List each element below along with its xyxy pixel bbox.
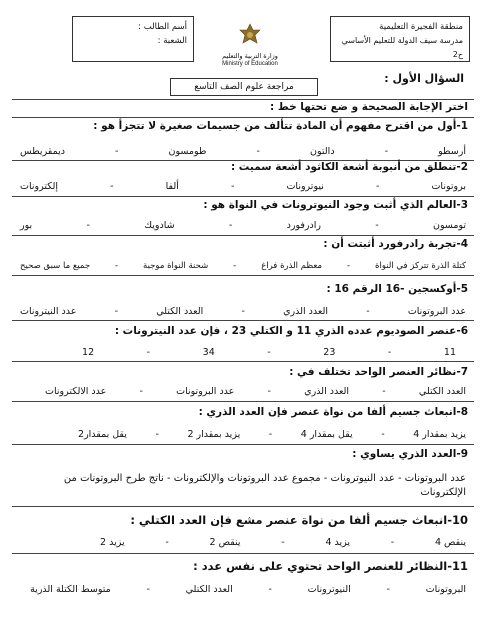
- option[interactable]: 12: [82, 347, 95, 358]
- question-2-options: بروتونات - نيوترونات - ألفا - إلكترونات: [20, 181, 466, 192]
- option[interactable]: رادرفورد: [286, 220, 321, 231]
- question-8: 8-انبعاث جسيم ألفا من نواة عنصر فإن العدد الذري :: [198, 406, 468, 418]
- option[interactable]: 11: [443, 347, 456, 358]
- option[interactable]: عدد البروتونات: [407, 306, 466, 317]
- ministry-name-en: Ministry of Education: [222, 61, 278, 67]
- option[interactable]: أرسطو: [438, 146, 466, 157]
- option[interactable]: النيوترونات: [307, 584, 351, 595]
- instruction: اختر الإجابة الصحيحة و ضع تحتها خط :: [269, 101, 468, 113]
- option[interactable]: شحنة النواة موجبة: [143, 261, 209, 271]
- divider: [12, 196, 474, 197]
- question-8-options: يزيد بمقدار 4 - يقل بمقدار 4 - يزيد بمقدار 2 - يقل بمقدار2: [78, 429, 466, 440]
- question-6: 6-عنصر الصوديوم عدده الذري 11 و الكتلي 23 ، فإن عدد النيترونات :: [114, 325, 468, 337]
- option[interactable]: جميع ما سبق صحيح: [20, 261, 91, 271]
- question-4: 4-تجربة رادرفورد أثبتت أن :: [323, 238, 468, 250]
- option[interactable]: ينقص 4: [434, 537, 466, 548]
- option[interactable]: تومسون: [433, 220, 466, 231]
- option[interactable]: العدد الكتلي: [185, 584, 233, 595]
- option[interactable]: يقل بمقدار 4: [300, 429, 353, 440]
- divider: [12, 506, 474, 507]
- school-info-box: [330, 16, 470, 62]
- question-1-options: أرسطو - دالتون - طومسون - ديمقريطس: [20, 146, 466, 157]
- option[interactable]: يزيد بمقدار 2: [187, 429, 241, 440]
- region-name: منطقة الفجيرة التعليمية: [379, 22, 463, 32]
- question-5-options: عدد البروتونات - العدد الذري - العدد الكتلي - عدد النيترونات: [20, 306, 466, 317]
- option[interactable]: إلكترونات: [20, 181, 58, 192]
- divider: [12, 444, 474, 445]
- question-9-options[interactable]: عدد البروتونات - عدد النيوترونات - مجموع عدد البروتونات والإلكترونات - ناتج طرح البروتونات من الإلكترونات: [63, 473, 466, 498]
- question-5: 5-أوكسجين -16 الرقم 16 :: [326, 283, 468, 295]
- option[interactable]: يزيد 2: [100, 537, 125, 548]
- divider: [12, 235, 474, 236]
- option[interactable]: دالتون: [310, 146, 335, 157]
- question-11-options: البروتونات - النيوترونات - العدد الكتلي - متوسط الكتلة الذرية: [30, 584, 466, 595]
- option[interactable]: العدد الذري: [304, 386, 350, 397]
- option[interactable]: العدد الكتلي: [156, 306, 204, 317]
- option[interactable]: يزيد بمقدار 4: [413, 429, 466, 440]
- option[interactable]: بروتونات: [431, 181, 466, 192]
- ministry-logo-text: [200, 52, 300, 68]
- divider: [12, 99, 474, 100]
- option[interactable]: طومسون: [168, 146, 207, 157]
- divider: [12, 117, 474, 118]
- option[interactable]: ألفا: [165, 181, 179, 192]
- divider: [12, 401, 474, 402]
- question-11: 11-النظائر للعنصر الواحد تحتوي على نفس عدد :: [193, 559, 468, 573]
- question-7: 7-نظائر العنصر الواحد تختلف في :: [289, 366, 468, 378]
- question-10-options: ينقص 4 - يزيد 4 - ينقص 2 - يزيد 2: [100, 537, 466, 548]
- question-10: 10-انبعاث جسيم ألفا من نواة عنصر مشع فإن العدد الكتلي :: [130, 513, 468, 527]
- option[interactable]: ديمقريطس: [20, 146, 65, 157]
- section-title: السؤال الأول :: [384, 72, 464, 85]
- question-7-options: العدد الكتلي - العدد الذري - عدد البروتونات - عدد الالكترونات: [45, 386, 466, 397]
- option[interactable]: عدد النيترونات: [20, 306, 77, 317]
- option[interactable]: ينقص 2: [209, 537, 241, 548]
- question-1: 1-أول من اقترح مفهوم أن المادة تتألف من جسيمات صغيرة لا تتجزأ هو :: [93, 120, 468, 132]
- divider: [12, 553, 474, 554]
- question-6-options: 11 - 23 - 34 - 12: [82, 347, 456, 358]
- question-4-options: كتلة الذرة تتركز في النواة - معظم الذرة فراغ - شحنة النواة موجبة - جميع ما سبق صحيح: [20, 261, 466, 271]
- divider: [12, 320, 474, 321]
- school-name: مدرسة سيف الدولة للتعليم الأساسي ح2: [341, 36, 463, 59]
- option[interactable]: نيوترونات: [286, 181, 324, 192]
- option[interactable]: 34: [202, 347, 215, 358]
- divider: [12, 275, 474, 276]
- option[interactable]: يقل بمقدار2: [78, 429, 127, 440]
- ministry-name-ar: وزارة التربية والتعليم: [222, 52, 278, 60]
- question-3: 3-العالم الذي أثبت وجود النيوترونات في النواة هو :: [203, 199, 468, 211]
- option[interactable]: عدد البروتونات: [176, 386, 235, 397]
- student-name-label: أسم الطالب :: [138, 22, 187, 32]
- option[interactable]: يزيد 4: [325, 537, 351, 548]
- option[interactable]: كتلة الذرة تتركز في النواة: [375, 261, 466, 271]
- divider: [12, 361, 474, 362]
- question-3-options: تومسون - رادرفورد - شادويك - بور: [20, 220, 466, 231]
- sheet-title: مراجعة علوم الصف التاسع: [170, 78, 318, 96]
- section-label: الشعبة :: [157, 36, 187, 46]
- option[interactable]: 23: [323, 347, 336, 358]
- student-info-box: [72, 16, 194, 62]
- option[interactable]: متوسط الكتلة الذرية: [30, 584, 111, 595]
- option[interactable]: العدد الذري: [283, 306, 329, 317]
- option[interactable]: شادويك: [144, 220, 175, 231]
- question-9: 9-العدد الذري يساوي :: [352, 448, 468, 460]
- option[interactable]: عدد الالكترونات: [45, 386, 107, 397]
- option[interactable]: البروتونات: [425, 584, 466, 595]
- option[interactable]: العدد الكتلي: [418, 386, 466, 397]
- question-2: 2-تنطلق من أنبوبة أشعة الكاثود أشعة سميت :: [230, 161, 468, 173]
- option[interactable]: بور: [20, 220, 33, 231]
- option[interactable]: معظم الذرة فراغ: [261, 261, 323, 271]
